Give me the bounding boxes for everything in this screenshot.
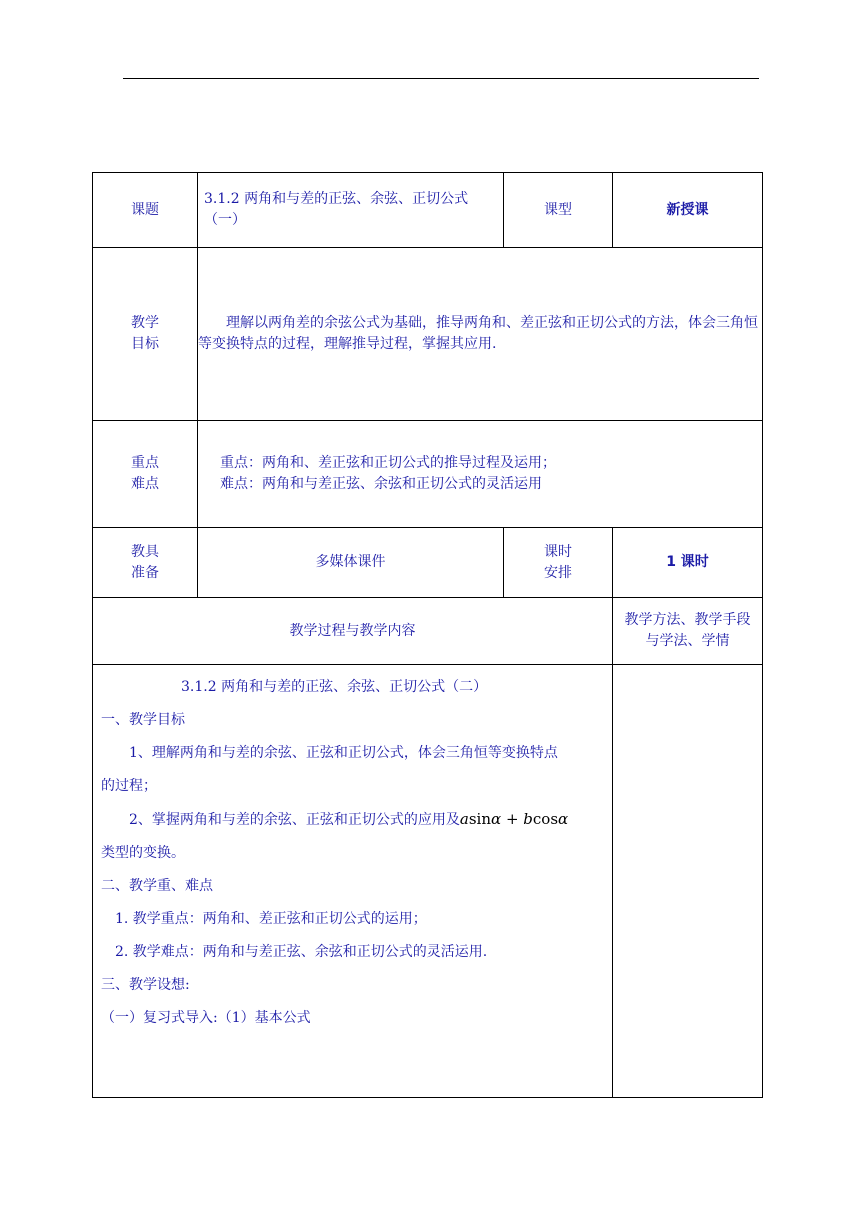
intro-line: （一）复习式导入:（1）基本公式 bbox=[101, 1010, 311, 1026]
difficulty-line: 难点：两角和与差正弦、余弦和正切公式的灵活运用 bbox=[220, 476, 542, 492]
objective-row bbox=[93, 248, 763, 421]
key-points-label-line2: 难点 bbox=[131, 476, 159, 492]
formula-a: a bbox=[459, 810, 469, 828]
section-design: 三、教学设想: bbox=[101, 977, 190, 993]
type-label: 课型 bbox=[504, 173, 613, 248]
formula-b: b bbox=[523, 810, 533, 828]
time-value: 1 课时 bbox=[613, 528, 763, 598]
preparation-row bbox=[93, 528, 763, 598]
topic-value: 3.1.2 两角和与差的正弦、余弦、正切公式（一） bbox=[198, 173, 504, 248]
key-points-text bbox=[198, 421, 763, 528]
topic-label: 课题 bbox=[93, 173, 198, 248]
objective-label-line2: 目标 bbox=[131, 336, 159, 352]
tools-value: 多媒体课件 bbox=[198, 528, 504, 598]
time-label bbox=[504, 528, 613, 598]
method-content bbox=[613, 665, 763, 1098]
tools-label bbox=[93, 528, 198, 598]
goal-1-line-a: 1、理解两角和与差的余弦、正弦和正切公式，体会三角恒等变换特点 bbox=[129, 745, 558, 761]
objective-label bbox=[93, 248, 198, 421]
objective-text: 理解以两角差的余弦公式为基础，推导两角和、差正弦和正切公式的方法，体会三角恒等变换特点的过程，理解推导过程，掌握其应用. bbox=[198, 248, 763, 421]
goal-1-line-b: 的过程； bbox=[101, 778, 157, 794]
formula-sin: sin bbox=[468, 810, 492, 828]
type-value: 新授课 bbox=[613, 173, 763, 248]
lesson-content bbox=[93, 665, 613, 1098]
formula-alpha-2: α bbox=[558, 810, 569, 828]
content-row bbox=[93, 665, 763, 1098]
method-header bbox=[613, 598, 763, 665]
content-title: 3.1.2 两角和与差的正弦、余弦、正切公式（二） bbox=[181, 679, 488, 695]
section-objectives: 一、教学目标 bbox=[101, 712, 185, 728]
formula bbox=[460, 810, 568, 828]
process-header: 教学过程与教学内容 bbox=[93, 598, 613, 665]
objective-label-line1: 教学 bbox=[131, 315, 159, 331]
method-header-line1: 教学方法、教学手段 bbox=[624, 612, 751, 628]
key-points-label bbox=[93, 421, 198, 528]
key-points-label-line1: 重点 bbox=[131, 455, 159, 471]
section-key-points: 二、教学重、难点 bbox=[101, 878, 213, 894]
tools-label-line1: 教具 bbox=[131, 543, 159, 560]
method-header-line2: 与学法、学情 bbox=[645, 633, 730, 649]
formula-plus: + bbox=[505, 810, 519, 828]
goal-2-text: 2、掌握两角和与差的余弦、正弦和正切公式的应用及 bbox=[129, 812, 460, 828]
topic-row bbox=[93, 173, 763, 248]
formula-cos: cos bbox=[532, 810, 559, 828]
goal-2-line-a bbox=[101, 803, 606, 837]
header-rule bbox=[123, 78, 759, 79]
tools-label-line2: 准备 bbox=[131, 564, 159, 581]
goal-2-line-b: 类型的变换。 bbox=[101, 845, 185, 861]
lesson-plan-table bbox=[92, 172, 763, 1098]
process-header-row bbox=[93, 598, 763, 665]
key-item-2: 2. 教学难点：两角和与差正弦、余弦和正切公式的灵活运用. bbox=[115, 944, 488, 960]
key-point-line: 重点：两角和、差正弦和正切公式的推导过程及运用； bbox=[220, 455, 556, 471]
key-points-row bbox=[93, 421, 763, 528]
key-item-1: 1. 教学重点：两角和、差正弦和正切公式的运用； bbox=[115, 911, 427, 927]
time-label-line2: 安排 bbox=[544, 564, 572, 581]
time-label-line1: 课时 bbox=[544, 543, 572, 560]
formula-alpha-1: α bbox=[491, 810, 502, 828]
